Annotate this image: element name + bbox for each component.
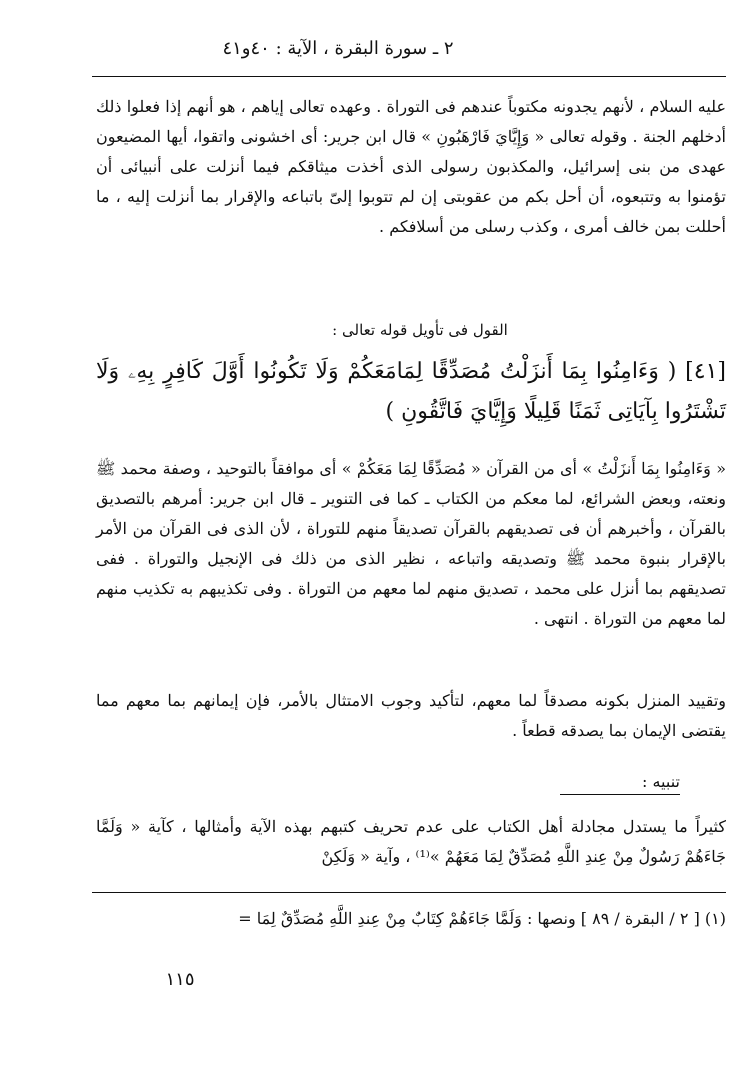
paragraph-3: وتقييد المنزل بكونه مصدقاً لما معهم، لتأكيد وجوب الامتثال بالأمر، فإن إيمانهم بما معهم مما يقتضى الإيمان بما يصدقه قطعاً . <box>96 691 726 740</box>
note-title: تنبيه : <box>560 770 680 795</box>
verse-text: ( وَءَامِنُوا بِمَا أَنزَلْتُ مُصَدِّقًا لِمَامَعَكُمْ وَلَا تَكُونُوا أَوَّلَ كَافِرٍ بِهِۦ وَلَا تَشْتَرُوا بِآيَاتِى ثَمَنًا قَلِيلًا وَإِيَّايَ فَاتَّقُونِ ) <box>96 359 726 424</box>
quran-verse <box>96 352 726 432</box>
running-header: ٢ ـ سورة البقرة ، الآية : ٤٠و٤١ <box>222 38 454 59</box>
paragraph-1: عليه السلام ، لأنهم يجدونه مكتوباً عندهم فى التوراة . وعهده تعالى إياهم ، هو أنهم إذا فعلوا ذلك أدخلهم الجنة . وقوله تعالى « وَإِيَّايَ فَارْهَبُونِ » قال ابن جرير: أى اخشونى واتقوا، أيها المضيعون عهدى من بنى إسرائيل، والمكذبون رسولى الذى أخذت ميثاقكم فيما أنزلت على أنبيائى أن تؤمنوا به وتتبعوه، أن أحل بكم من عقوبتى إن لم تتوبوا إلىّ باتباعه والإقرار بما أنزلت إليه ، ما أحللت بمن خالف أمرى ، وكذب رسلى من أسلافكم . <box>96 97 727 236</box>
footnote: (١) [ ٢ / البقرة / ٨٩ ] ونصها : وَلَمَّا جَاءَهُمْ كِتَابٌ مِنْ عِندِ اللَّهِ مُصَدِّقٌ لِمَا = <box>238 909 726 928</box>
footnote-rule <box>92 892 726 893</box>
paragraph-2: « وَءَامِنُوا بِمَا أَنزَلْتُ » أى من القرآن « مُصَدِّقًا لِمَا مَعَكُمْ » أى موافقاً بالتوحيد ، وصفة محمد ﷺ ونعته، وبعض الشرائع، لما معكم من الكتاب ـ كما فى التنوير ـ قال ابن جرير: أمرهم بالتصديق بالقرآن ، وأخبرهم أن فى تصديقهم بالقرآن تصديقاً منهم للتوراة ، لأن الذى فى القرآن من الأمر بالإقرار بنبوة محمد ﷺ وتصديقه واتباعه ، نظير الذى من ذلك فى الإنجيل والتوراة . ففى تصديقهم بما أنزل على محمد ، تصديق منهم لما معهم من التوراة . وفى تكذيبهم به تكذيب منهم لما معهم من التوراة . انتهى . <box>96 459 726 628</box>
verse-number: [٤١] <box>685 359 726 384</box>
note-text: كثيراً ما يستدل مجادلة أهل الكتاب على عدم تحريف كتبهم بهذه الآية وأمثالها ، كآية « وَلَمَّا جَاءَهُمْ رَسُولٌ مِنْ عِندِ اللَّهِ مُصَدِّقٌ لِمَا مَعَهُمْ »⁽¹⁾ ، وآية « وَلَكِنْ <box>96 817 726 866</box>
section-heading: القول فى تأويل قوله تعالى : <box>332 321 508 339</box>
page-number: ١١٥ <box>165 969 195 990</box>
header-rule <box>92 76 726 77</box>
